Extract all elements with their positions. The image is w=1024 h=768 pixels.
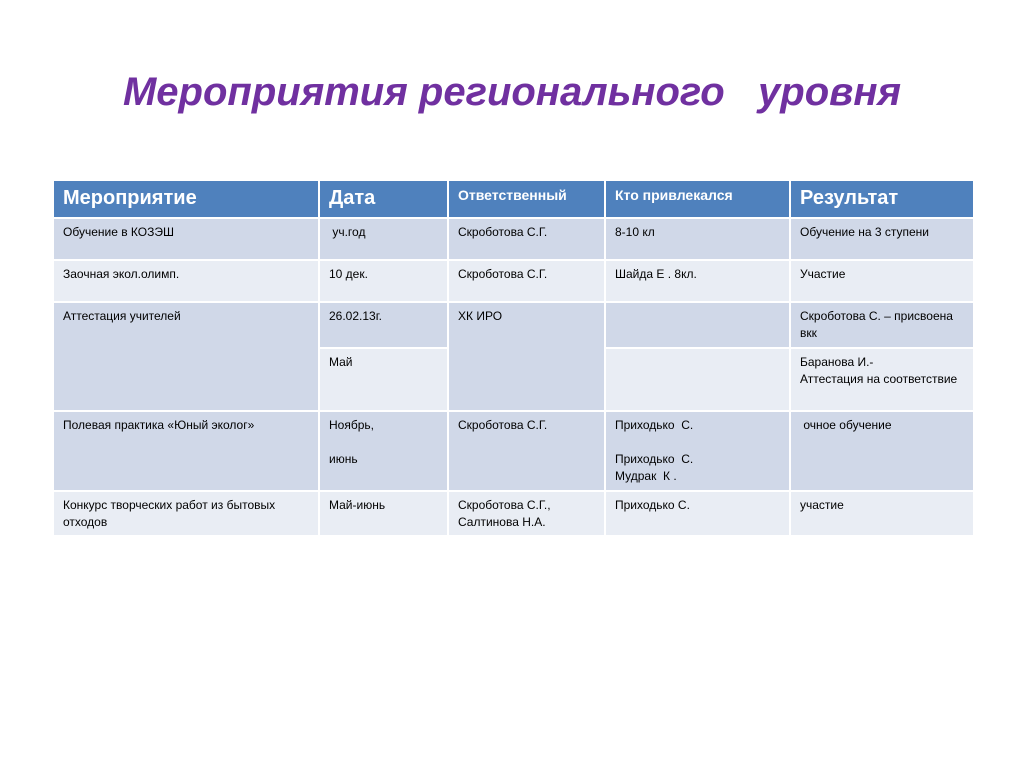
table-row [53, 411, 974, 491]
date-line: июнь [329, 452, 358, 466]
involved-line: Мудрак К . [615, 469, 677, 483]
cell-responsible: Скроботова С.Г. [448, 260, 605, 302]
result-line: Аттестация на соответствие [800, 372, 958, 386]
involved-line: Приходько С. [615, 452, 694, 466]
cell-responsible: Скроботова С.Г. [448, 411, 605, 491]
cell-result: Обучение на 3 ступени [790, 218, 974, 260]
table-row [53, 302, 974, 348]
cell-involved: Шайда Е . 8кл. [605, 260, 790, 302]
cell-involved [605, 348, 790, 411]
header-date: Дата [319, 180, 448, 218]
cell-event: Полевая практика «Юный эколог» [53, 411, 319, 491]
cell-event: Конкурс творческих работ из бытовых отходов [53, 491, 319, 536]
cell-date: Май-июнь [319, 491, 448, 536]
cell-date: 26.02.13г. [319, 302, 448, 348]
cell-involved [605, 302, 790, 348]
table-row [53, 491, 974, 536]
header-result: Результат [790, 180, 974, 218]
cell-date: уч.год [319, 218, 448, 260]
header-involved: Кто привлекался [605, 180, 790, 218]
table-header-row [53, 180, 974, 218]
cell-involved [605, 411, 790, 491]
cell-result: очное обучение [790, 411, 974, 491]
cell-event: Заочная экол.олимп. [53, 260, 319, 302]
cell-responsible: ХК ИРО [448, 302, 605, 411]
cell-result: Участие [790, 260, 974, 302]
responsible-line: Скроботова С.Г., [458, 498, 551, 512]
cell-date: Май [319, 348, 448, 411]
involved-line: Приходько С. [615, 418, 694, 432]
cell-result: Скроботова С. – присвоена вкк [790, 302, 974, 348]
cell-result [790, 348, 974, 411]
responsible-line: Салтинова Н.А. [458, 515, 546, 529]
events-table [52, 179, 975, 537]
header-event: Мероприятие [53, 180, 319, 218]
slide-title: Мероприятия регионального уровня [122, 70, 902, 114]
cell-involved: 8-10 кл [605, 218, 790, 260]
cell-responsible [448, 491, 605, 536]
cell-responsible: Скроботова С.Г. [448, 218, 605, 260]
table-row [53, 260, 974, 302]
table-row [53, 218, 974, 260]
cell-event: Обучение в КОЗЭШ [53, 218, 319, 260]
cell-involved: Приходько С. [605, 491, 790, 536]
cell-result: участие [790, 491, 974, 536]
cell-event: Аттестация учителей [53, 302, 319, 411]
cell-date [319, 411, 448, 491]
cell-date: 10 дек. [319, 260, 448, 302]
result-line: Баранова И.- [800, 355, 874, 369]
header-responsible: Ответственный [448, 180, 605, 218]
date-line: Ноябрь, [329, 418, 374, 432]
